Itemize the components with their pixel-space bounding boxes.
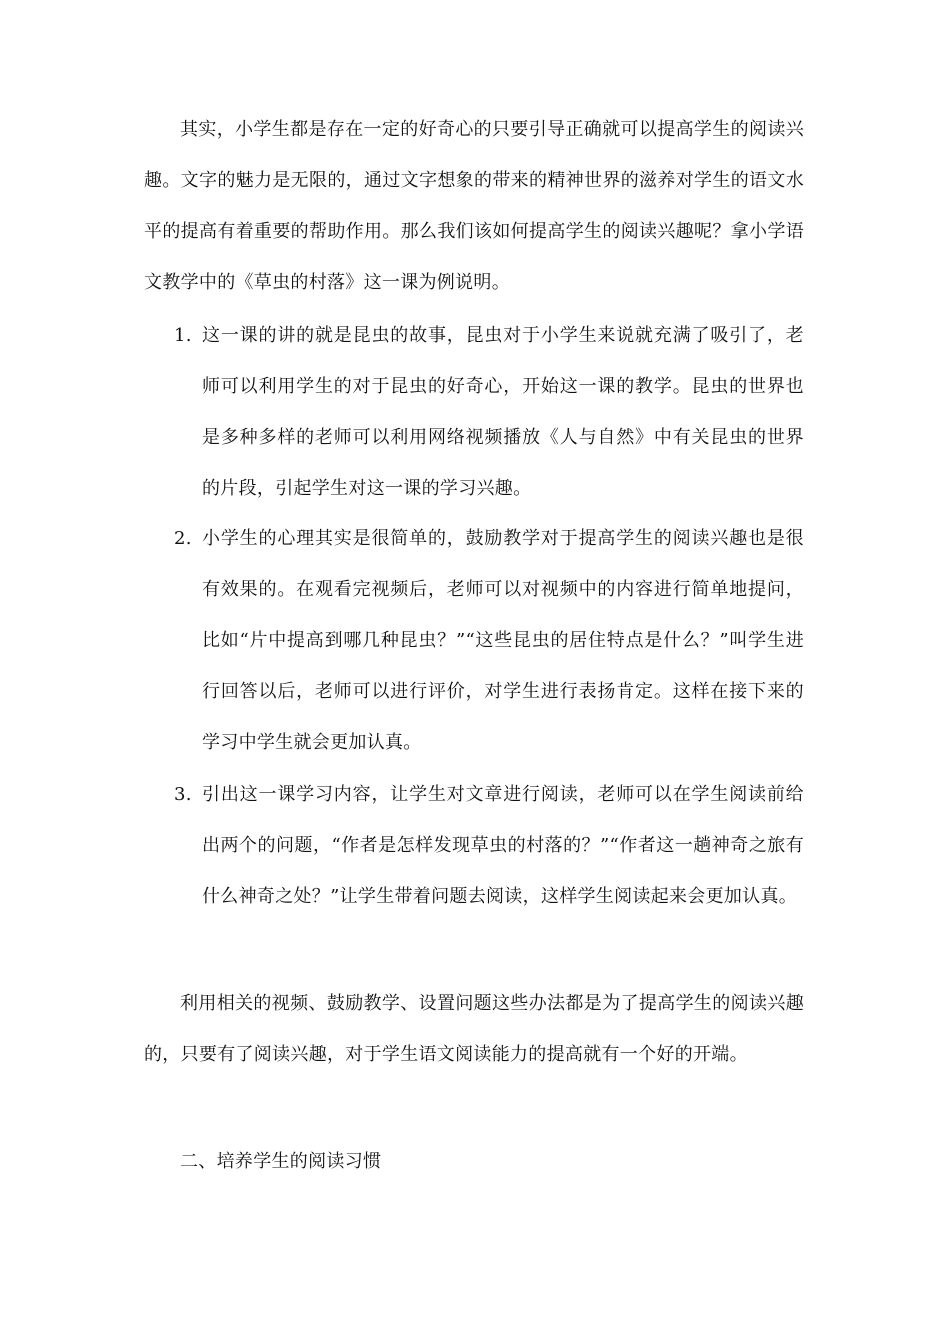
list-item [144,513,804,768]
list-number: 2. [174,528,192,549]
list-number: 3. [174,784,192,805]
list-item [144,310,804,514]
list-item-text: 这一课的讲的就是昆虫的故事，昆虫对于小学生来说就充满了吸引了，老师可以利用学生的对于昆虫的好奇心，开始这一课的教学。昆虫的世界也是多种多样的老师可以利用网络视频播放《人与自然》中有关昆虫的世界的片段，引起学生对这一课的学习兴趣。 [202,325,804,499]
list-item-text: 引出这一课学习内容，让学生对文章进行阅读，老师可以在学生阅读前给出两个的问题，“作者是怎样发现草虫的村落的？”“作者这一趟神奇之旅有什么神奇之处？”让学生带着问题去阅读，这样学生阅读起来会更加认真。 [202,784,804,907]
summary-paragraph: 利用相关的视频、鼓励教学、设置问题这些办法都是为了提高学生的阅读兴趣的，只要有了阅读兴趣，对于学生语文阅读能力的提高就有一个好的开端。 [144,993,804,1065]
list-number: 1. [174,325,192,346]
list-item [144,769,804,922]
numbered-list-item-1 [144,310,804,514]
intro-paragraph: 其实，小学生都是存在一定的好奇心的只要引导正确就可以提高学生的阅读兴趣。文字的魅力是无限的，通过文字想象的带来的精神世界的滋养对学生的语文水平的提高有着重要的帮助作用。那么我们该如何提高学生的阅读兴趣呢？拿小学语文教学中的《草虫的村落》这一课为例说明。 [144,119,804,293]
list-item-text: 小学生的心理其实是很简单的，鼓励教学对于提高学生的阅读兴趣也是很有效果的。在观看完视频后，老师可以对视频中的内容进行简单地提问，比如“片中提高到哪几种昆虫？”“这些昆虫的居住特点是什么？”叫学生进行回答以后，老师可以进行评价，对学生进行表扬肯定。这样在接下来的学习中学生就会更加认真。 [202,528,804,753]
numbered-list-item-2 [144,513,804,768]
numbered-list-item-3 [144,769,804,922]
section-heading: 二、培养学生的阅读习惯 [180,1151,382,1172]
